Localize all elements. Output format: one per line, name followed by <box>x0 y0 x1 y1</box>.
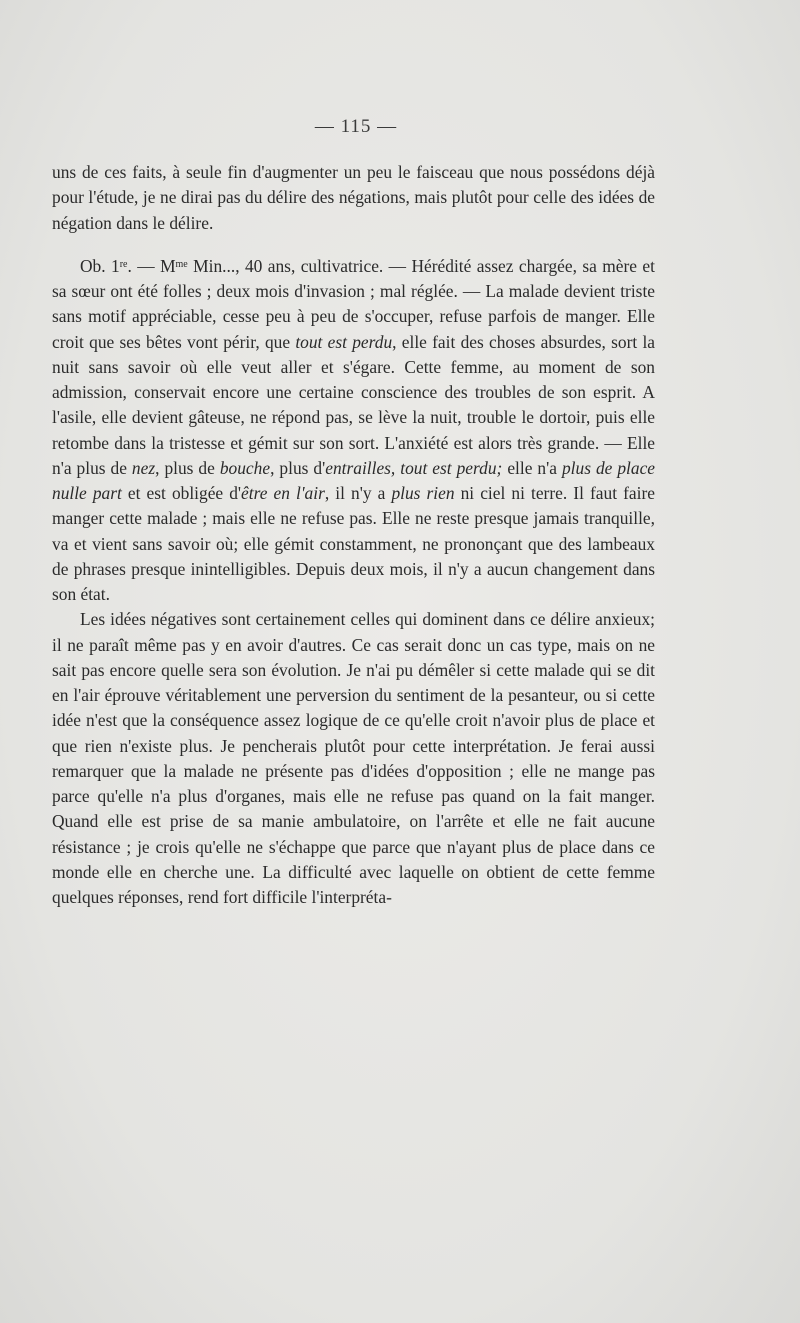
italic-phrase: entrailles, tout est perdu; <box>325 457 503 478</box>
paragraph-observation <box>52 254 655 608</box>
italic-phrase: bouche <box>219 457 271 478</box>
text-run: Min..., 40 ans, cultivatrice. — Hérédité assez chargée, sa mère et sa sœur ont été folles ; deux mois d'invasion ; mal réglée. — La malade devient triste sans motif appréciable, cesse peu à peu de s'occuper, refuse parfois de manger. Elle croit que ses bêtes vont périr, que <box>52 255 655 352</box>
title-prefix: . — M <box>127 255 176 276</box>
page-number: — 115 — <box>314 116 398 137</box>
text-run: , il n'y a <box>324 483 392 503</box>
paragraph-intro: uns de ces faits, à seule fin d'augmenter un peu le faisceau que nous possédons déjà pour l'étude, je ne dirai pas du délire des négations, mais plutôt pour celle des idées de négation dans le délire. <box>52 162 655 233</box>
italic-phrase: nez <box>131 457 156 478</box>
observation-superscript: re <box>119 258 128 270</box>
text-run: , plus de <box>155 457 220 478</box>
italic-phrase: plus rien <box>391 483 455 503</box>
observation-label: Ob. 1 <box>80 255 120 276</box>
italic-phrase: plus de place nulle part <box>52 457 656 503</box>
text-run: , plus d' <box>270 457 326 478</box>
text-run: elle n'a <box>502 457 562 478</box>
text-run: et est obligée d' <box>121 483 242 503</box>
italic-phrase: tout est perdu <box>295 331 393 352</box>
paragraph-commentary: Les idées négatives sont certainement celles qui dominent dans ce délire anxieux; il ne paraît même pas y en avoir d'autres. Ce cas serait donc un cas type, mais on ne sait pas encore quelle sera son évolution. Je n'ai pu démêler si cette malade qui se dit en l'air éprouve véritablement une perversion du sentiment de la pesanteur, ou si cette idée n'est que la conséquence assez logique de ce qu'elle croit n'avoir plus de place et que rien n'existe plus. Je pencherais plutôt pour cette interprétation. Je ferai aussi remarquer que la malade ne présente pas d'idées d'opposition ; elle ne mange pas parce qu'elle n'a plus d'organes, mais elle ne refuse pas quand on la fait manger. Quand elle est prise de sa manie ambulatoire, on l'arrête et elle ne fait aucune résistance ; je crois qu'elle ne s'échappe que parce que n'ayant plus de place dans ce monde elle en cherche une. La difficulté avec laquelle on obtient de cette femme quelques réponses, rend fort difficile l'interpréta- <box>52 609 655 907</box>
text-run: , elle fait des choses absurdes, sort la nuit sans savoir où elle veut aller et s'égare. Cette femme, au moment de son admission, conservait encore une certaine conscience des troubles de son esprit. A l'asile, elle devient gâteuse, ne répond pas, se lève la nuit, trouble le dortoir, puis elle retombe dans la tristesse et gémit sur son sort. L'anxiété est alors très grande. — Elle n'a plus de <box>52 331 656 478</box>
italic-phrase: être en l'air <box>241 483 325 503</box>
title-superscript: me <box>175 258 188 270</box>
body-text <box>52 160 655 910</box>
text-run: ni ciel ni terre. Il faut faire manger cette malade ; mais elle ne refuse pas. Elle ne reste presque jamais tranquille, va et vient sans savoir où; elle gémit constamment, ne prononçant que des lambeaux de phrases presque inintelligibles. Depuis deux mois, il n'y a aucun changement dans son état. <box>52 483 655 604</box>
